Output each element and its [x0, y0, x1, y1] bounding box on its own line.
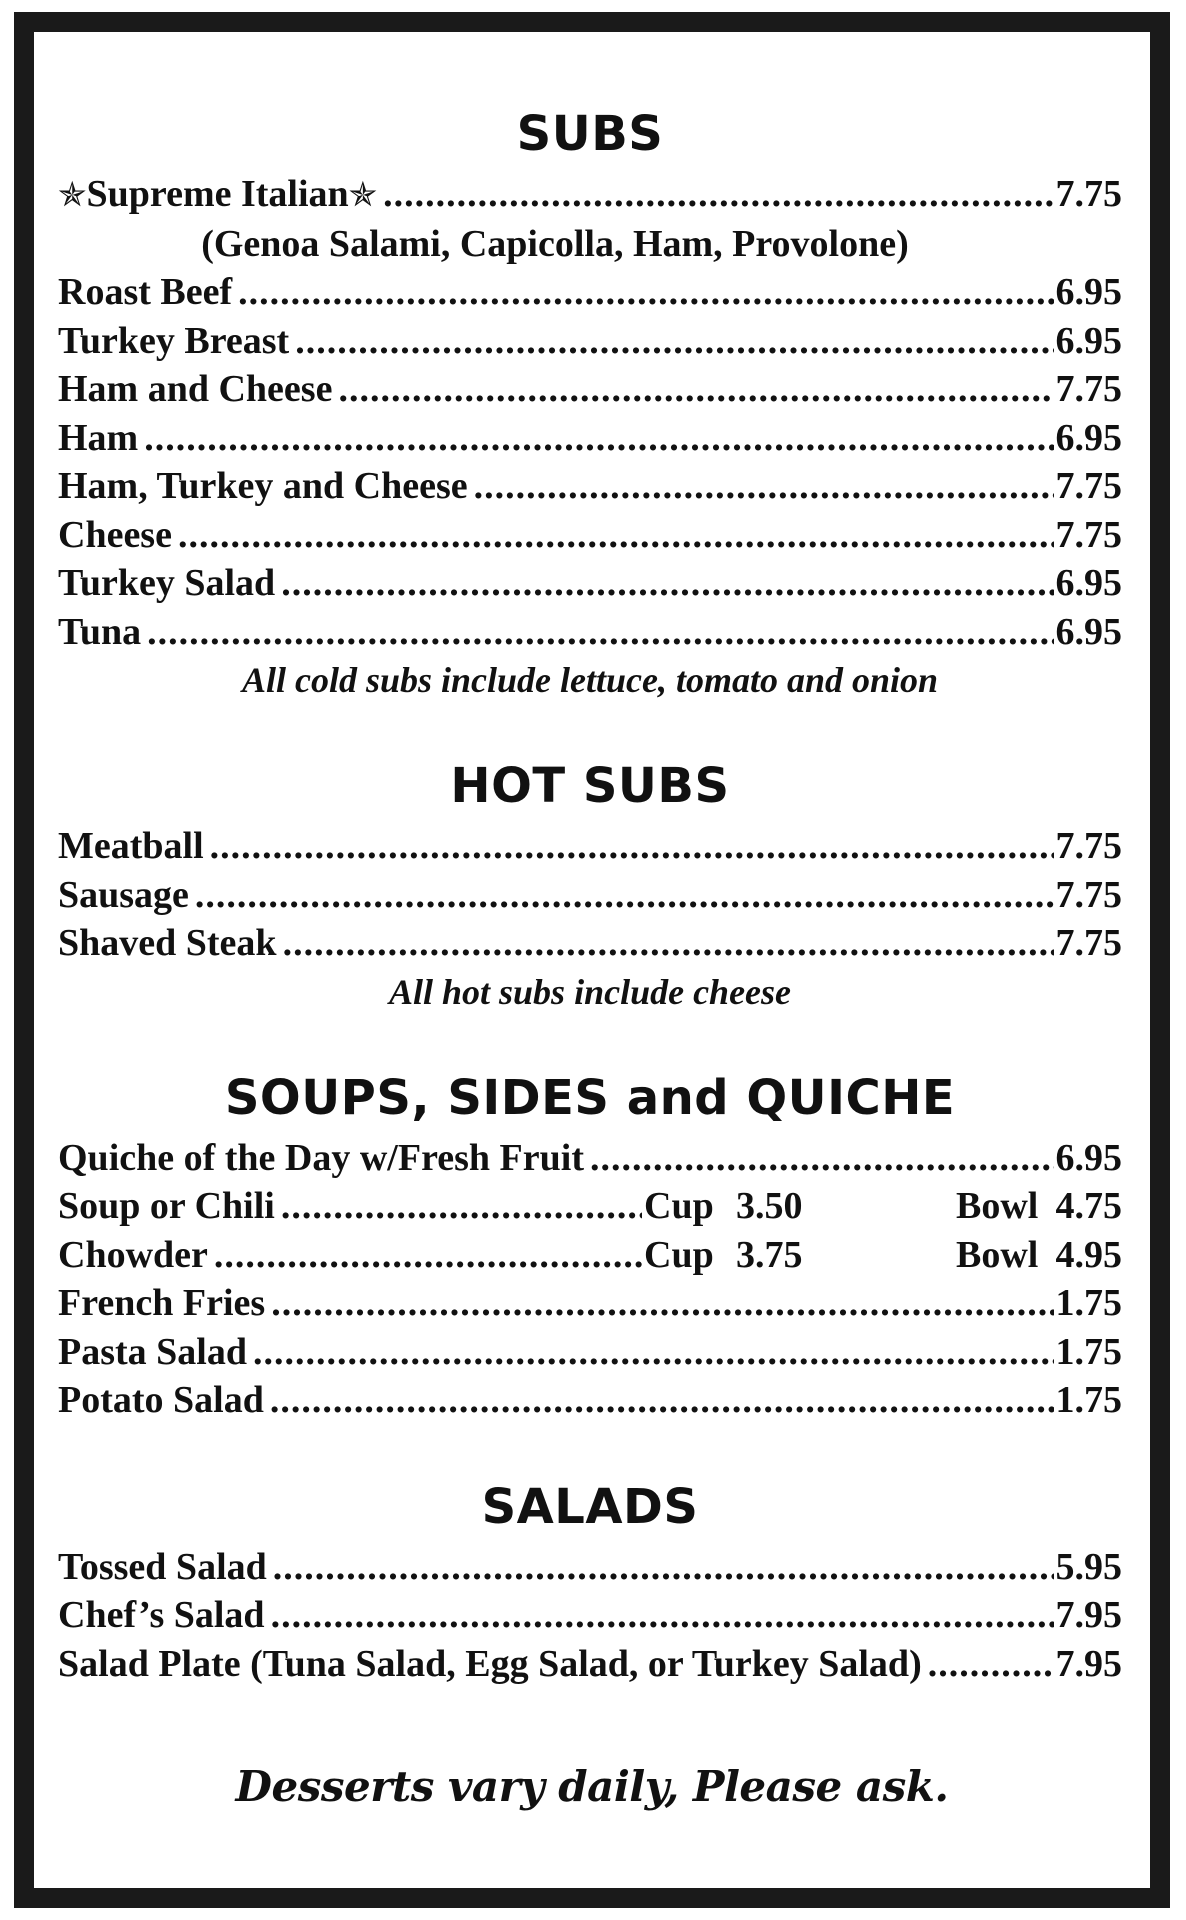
menu-item-ham: [58, 414, 1122, 463]
dot-leader: [295, 317, 1053, 366]
item-price: 1.75: [1055, 1282, 1122, 1324]
menu-item-pasta-salad: [58, 1328, 1122, 1377]
item-name: Tuna: [58, 610, 142, 653]
item-name: Sausage: [58, 873, 189, 916]
item-price: 7.95: [1055, 1642, 1122, 1685]
item-price: 6.95: [1055, 319, 1122, 362]
section-salads: [58, 1477, 1122, 1689]
menu-item-quiche: [58, 1134, 1122, 1183]
dot-leader: [928, 1640, 1054, 1689]
menu-item-sausage: [58, 871, 1122, 920]
dot-leader: [270, 1376, 1054, 1425]
size-prices: [644, 1182, 1122, 1231]
dot-leader: [273, 1543, 1054, 1592]
item-detail: (Genoa Salami, Capicolla, Ham, Provolone): [201, 222, 909, 265]
star-icon: ✯: [58, 175, 87, 215]
menu-content: [58, 104, 1122, 1740]
item-name: Potato Salad: [58, 1379, 264, 1421]
item-price: 7.95: [1055, 1594, 1122, 1636]
item-price: 6.95: [1055, 416, 1122, 459]
dot-leader: [474, 462, 1054, 511]
section-title-hot-subs: HOT SUBS: [450, 758, 730, 814]
item-name: Meatball: [58, 825, 204, 867]
item-name: Soup or Chili: [58, 1185, 275, 1227]
bowl-label: Bowl: [956, 1233, 1039, 1276]
desserts-note: Desserts vary daily, Please ask.: [235, 1762, 949, 1811]
item-name: Tossed Salad: [58, 1545, 267, 1588]
section-title-soups: SOUPS, SIDES and QUICHE: [224, 1069, 956, 1126]
item-name: Salad Plate (Tuna Salad, Egg Salad, or Turkey Salad): [58, 1642, 922, 1685]
section-note: All cold subs include lettuce, tomato and onion: [241, 660, 939, 700]
section-title-salads: SALADS: [481, 1478, 699, 1535]
menu-item-tossed-salad: [58, 1543, 1122, 1592]
menu-item-supreme-italian: [58, 170, 1122, 220]
menu-item-french-fries: [58, 1279, 1122, 1328]
cup-price: 3.75: [736, 1233, 803, 1276]
dot-leader: [147, 608, 1053, 657]
item-price: 1.75: [1055, 1379, 1122, 1421]
item-name: Shaved Steak: [58, 922, 277, 964]
menu-item-salad-plate: [58, 1640, 1122, 1689]
item-name: Turkey Salad: [58, 562, 276, 604]
item-name: Chef’s Salad: [58, 1594, 265, 1636]
item-price: 7.75: [1055, 368, 1122, 410]
item-name: Roast Beef: [58, 271, 233, 313]
cup-label: Cup: [644, 1185, 714, 1227]
menu-item-chefs-salad: [58, 1591, 1122, 1640]
menu-item-tuna: [58, 608, 1122, 657]
item-name: Ham, Turkey and Cheese: [58, 465, 468, 507]
item-name: Pasta Salad: [58, 1330, 247, 1373]
section-subs: [58, 104, 1122, 704]
item-price: 1.75: [1055, 1330, 1122, 1373]
star-icon: ✯: [348, 175, 378, 215]
menu-border: [14, 12, 1170, 1908]
menu-item-soup-or-chili: [58, 1182, 1122, 1231]
dot-leader: [195, 871, 1054, 920]
menu-panel: [34, 32, 1150, 1888]
dot-leader: [178, 511, 1054, 560]
menu-item-meatball: [58, 822, 1122, 871]
cup-price: 3.50: [736, 1185, 803, 1227]
dot-leader: [338, 365, 1053, 414]
item-name: Ham: [58, 416, 139, 459]
menu-item-turkey-breast: [58, 317, 1122, 366]
dot-leader: [271, 1279, 1053, 1328]
item-price: 6.95: [1055, 610, 1122, 653]
menu-item-roast-beef: [58, 268, 1122, 317]
section-title-subs: SUBS: [516, 106, 664, 162]
section-soups-sides-quiche: [58, 1068, 1122, 1425]
item-price: 7.75: [1055, 465, 1122, 507]
dot-leader: [590, 1134, 1054, 1183]
menu-item-ham-and-cheese: [58, 365, 1122, 414]
dot-leader: [383, 170, 1053, 219]
dot-leader: [214, 1231, 642, 1280]
item-price: 6.95: [1055, 1136, 1122, 1179]
item-name: Cheese: [58, 513, 172, 556]
dot-leader: [253, 1328, 1054, 1377]
section-hot-subs: [58, 756, 1122, 1016]
menu-item-chowder: [58, 1231, 1122, 1280]
item-price: 7.75: [1055, 825, 1122, 867]
item-name: Turkey Breast: [58, 319, 290, 362]
item-name: Quiche of the Day w/Fresh Fruit: [58, 1136, 584, 1179]
item-price: 6.95: [1055, 271, 1122, 313]
section-note: All hot subs include cheese: [388, 971, 792, 1012]
bowl-price: 4.75: [1055, 1185, 1122, 1227]
dot-leader: [238, 268, 1053, 317]
item-name: Ham and Cheese: [58, 368, 333, 410]
item-price: 7.75: [1055, 922, 1122, 964]
cup-label: Cup: [644, 1233, 714, 1276]
menu-item-shaved-steak: [58, 919, 1122, 968]
item-price: 6.95: [1055, 562, 1122, 604]
bowl-label: Bowl: [956, 1185, 1039, 1227]
dot-leader: [281, 1182, 642, 1231]
item-name: [58, 170, 377, 220]
bowl-price: 4.95: [1055, 1233, 1122, 1276]
menu-item-potato-salad: [58, 1376, 1122, 1425]
item-name-text: Supreme Italian: [86, 173, 349, 215]
menu-item-ham-turkey-cheese: [58, 462, 1122, 511]
menu-item-cheese: [58, 511, 1122, 560]
item-name: Chowder: [58, 1233, 208, 1276]
size-prices: [644, 1231, 1122, 1280]
item-price: 7.75: [1055, 513, 1122, 556]
dot-leader: [271, 1591, 1054, 1640]
dot-leader: [283, 919, 1054, 968]
item-name: French Fries: [58, 1282, 266, 1324]
item-price: 7.75: [1055, 173, 1122, 215]
dot-leader: [210, 822, 1054, 871]
dot-leader: [281, 559, 1053, 608]
menu-item-turkey-salad: [58, 559, 1122, 608]
item-price: 7.75: [1055, 873, 1122, 916]
item-price: 5.95: [1055, 1545, 1122, 1588]
dot-leader: [144, 414, 1053, 463]
